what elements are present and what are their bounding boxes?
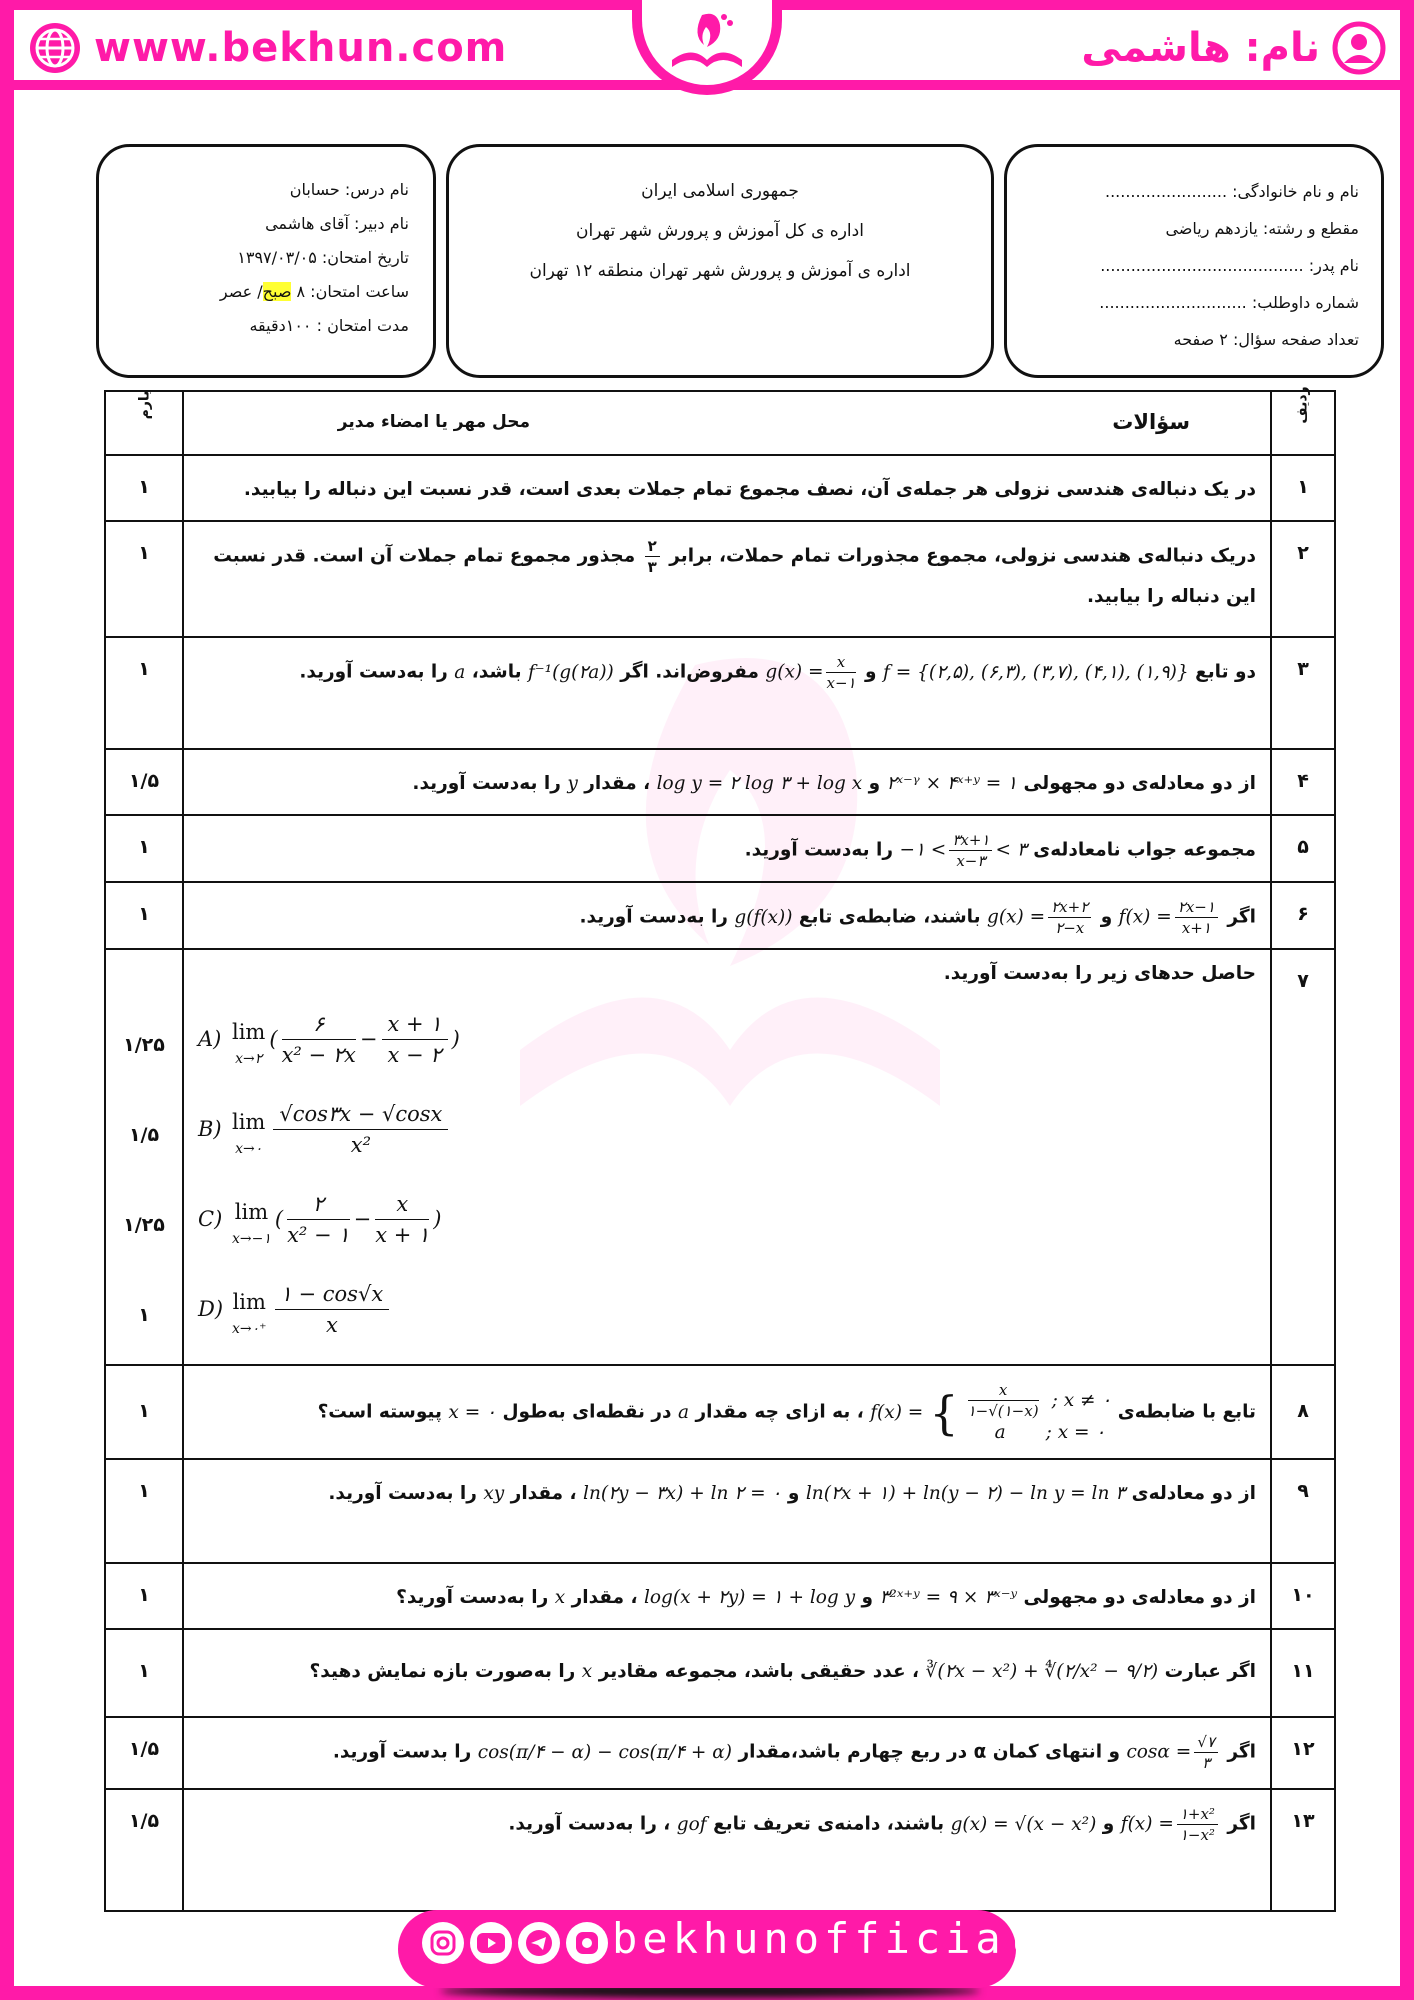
numerator: √۷ <box>1194 1732 1218 1753</box>
question-row-5 <box>105 815 1335 882</box>
limit-score: ۱/۲۵ <box>123 1214 165 1236</box>
math-eq: ۳²ˣ⁺ʸ = ۹ × ۳ˣ⁻ʸ <box>879 1587 1018 1608</box>
cos-label: cosα = <box>1126 1741 1192 1763</box>
limit-subscript: x→۲ <box>235 1051 263 1067</box>
teacher-name: نام دبیر: آقای هاشمی <box>265 214 409 233</box>
text-part: را به‌دست آورید. <box>328 1483 477 1504</box>
limit-score: ۱ <box>138 1304 150 1326</box>
math-g: g(x) = √(x − x²) <box>950 1813 1097 1835</box>
text-part: باشند، ضابطه‌ی تابع <box>798 906 981 928</box>
text-part: را به‌صورت بازه نمایش دهید؟ <box>309 1661 576 1682</box>
fraction <box>1177 1804 1218 1845</box>
question-row-6 <box>105 882 1335 949</box>
text-part: مفروض‌اند. اگر <box>620 661 759 683</box>
text-part: و <box>865 661 877 683</box>
question-text <box>183 1629 1271 1717</box>
question-text <box>183 815 1271 882</box>
numerator: √cos۳x − √cosx <box>273 1099 448 1130</box>
numerator: ۳x+۱ <box>949 830 992 851</box>
math-cos <box>1126 1732 1221 1773</box>
score: ۱ <box>105 1459 183 1563</box>
denominator: x <box>325 1312 338 1337</box>
question-row-9 <box>105 1459 1335 1563</box>
text-part: حاصل حدهای زیر را به‌دست آورید. <box>943 963 1256 984</box>
time-highlight: صبح <box>262 282 292 301</box>
col-questions-header <box>183 391 1271 455</box>
math-eq: ln(۲x + ۱) + ln(y − ۲) − ln y = ln ۳ <box>805 1483 1126 1504</box>
footer-handle[interactable]: bekhunofficial <box>612 1914 1037 1963</box>
exam-duration: مدت امتحان : ۱۰۰دقیقه <box>249 316 409 335</box>
text-part: اگر عبارت <box>1164 1661 1256 1682</box>
text-part: و انتهای کمان α در ربع چهارم باشد،مقدار <box>738 1741 1120 1763</box>
limit-subscript: x→۰ <box>235 1141 263 1157</box>
social-icons <box>422 1922 608 1964</box>
denominator: x−۱ <box>826 674 856 692</box>
limit-score: ۱/۲۵ <box>123 1034 165 1056</box>
piecewise-function: f(x) = { $\frac{x}{۱-√(۱-x)}$ ; x ≠ ۰ a ; x = ۰ <box>870 1381 1112 1443</box>
row-number: ۷ <box>1271 949 1335 1365</box>
text-part: ، را به‌دست آورید. <box>508 1813 671 1835</box>
g-label: g(x) = <box>765 661 824 683</box>
table-header <box>105 391 1335 455</box>
numerator: x + ۱ <box>382 1009 448 1040</box>
row-number: ۴ <box>1271 749 1335 815</box>
numerator: x <box>375 1189 429 1220</box>
math-var: a <box>678 1401 690 1423</box>
paren-close: ) <box>433 1207 442 1231</box>
math-point: x = ۰ <box>448 1401 497 1423</box>
limit-operator: lim x→۲ <box>232 1020 266 1067</box>
math-expr: f⁻¹(g(۲a)) <box>528 661 614 683</box>
question-row-4 <box>105 749 1335 815</box>
text-part: مجموعه جواب نامعادله‌ی <box>1033 839 1256 861</box>
question-text <box>183 749 1271 815</box>
paren-close: ) <box>451 1027 460 1051</box>
row-number: ۱۳ <box>1271 1789 1335 1911</box>
fraction <box>375 1189 429 1250</box>
col-questions-label: سؤالات <box>1112 410 1190 434</box>
text-part: باشد، <box>471 661 522 683</box>
text-part: را به‌دست آورید. <box>299 661 448 683</box>
row-number: ۵ <box>1271 815 1335 882</box>
question-row-1 <box>105 455 1335 521</box>
text-part: از دو معادله‌ی <box>1131 1483 1256 1504</box>
paren-open: ( <box>274 1207 284 1231</box>
text-part: از دو معادله‌ی دو مجهولی <box>1023 1587 1256 1608</box>
math-expr: ∛(۲x − x²) + ∜(۲/x² − ۹/۲) <box>925 1661 1159 1682</box>
time-prefix: ساعت امتحان: ۸ <box>291 282 409 301</box>
row-number: ۶ <box>1271 882 1335 949</box>
org-line-2: اداره ی کل آموزش و پرورش شهر تهران <box>576 221 864 241</box>
question-row-11 <box>105 1629 1335 1717</box>
score: ۱/۵ <box>105 749 183 815</box>
math-expr: g(f(x)) <box>734 906 793 928</box>
ineq-left: −۱ < <box>899 839 947 861</box>
text-part: باشند، دامنه‌ی تعریف تابع <box>713 1813 945 1835</box>
math-expr: cos(π/۴ − α) − cos(π/۴ + α) <box>477 1741 733 1763</box>
student-father: نام پدر: ........................................ <box>1100 256 1359 275</box>
telegram-icon[interactable] <box>518 1922 560 1964</box>
limit-label: C) <box>198 1207 223 1231</box>
limit-label: B) <box>198 1117 222 1141</box>
math-var: xy <box>483 1483 505 1504</box>
exam-info-box <box>96 144 436 378</box>
camera-icon[interactable] <box>566 1922 608 1964</box>
site-url: www.bekhun.com <box>94 25 508 71</box>
text-part: دو تابع <box>1195 661 1256 683</box>
denominator: x² − ۲x <box>281 1042 356 1067</box>
fraction <box>382 1009 448 1070</box>
case-value: a <box>994 1422 1006 1443</box>
limit-operator: lim x→−۱ <box>232 1200 271 1247</box>
math-eq: log y = ۲ log ۳ + log x <box>656 773 863 794</box>
denominator: ۳ <box>647 558 657 576</box>
text-part: و <box>787 1483 800 1504</box>
denominator: ۳ <box>1202 1754 1211 1772</box>
exam-date: تاریخ امتحان: ۱۳۹۷/۰۳/۰۵ <box>237 248 409 267</box>
score: ۱/۵ <box>105 1717 183 1789</box>
numerator: x <box>968 1380 1039 1401</box>
denominator: ۲−x <box>1055 919 1085 937</box>
course-name: نام درس: حسابان <box>289 180 409 199</box>
g-label: g(x) = <box>987 906 1046 928</box>
score: ۱ <box>105 637 183 749</box>
limit-part <box>198 1264 1256 1354</box>
score: ۱/۵ <box>105 1789 183 1911</box>
question-text <box>183 1365 1271 1459</box>
math-eq: log(x + ۲y) = ۱ + log y <box>643 1587 856 1608</box>
page-count: تعداد صفحه سؤال: ۲ صفحه <box>1173 330 1359 349</box>
text-part: و <box>861 1587 874 1608</box>
math-f <box>1121 1804 1221 1845</box>
denominator: ۱−x² <box>1179 1826 1215 1844</box>
col-row-label: ردیف <box>1295 386 1311 424</box>
question-row-8 <box>105 1365 1335 1459</box>
question-row-2 <box>105 521 1335 637</box>
site-link[interactable] <box>28 18 507 78</box>
denominator: ۱−√(۱−x) <box>967 1402 1039 1420</box>
limit-subscript: x→۰⁺ <box>232 1321 267 1337</box>
numerator: ۲ <box>645 536 660 557</box>
math-var: y <box>567 773 578 794</box>
question-text <box>183 637 1271 749</box>
question-text <box>183 949 1271 1365</box>
row-number: ۲ <box>1271 521 1335 637</box>
instagram-icon[interactable] <box>422 1922 464 1964</box>
text-part: ، مقدار <box>510 1483 577 1504</box>
col-row-header <box>1271 386 1335 455</box>
denominator: x + ۱ <box>375 1222 430 1247</box>
question-text <box>183 1459 1271 1563</box>
numerator: ۲x+۲ <box>1048 897 1091 918</box>
limit-list <box>198 994 1256 1354</box>
text-part: و <box>1100 906 1113 928</box>
numerator: ۱ − cos√x <box>275 1279 390 1310</box>
text-part: را بدست آورید. <box>332 1741 472 1763</box>
numerator: x <box>826 652 855 673</box>
math-eq: ln(۲y − ۳x) + ln ۲ = ۰ <box>583 1483 782 1504</box>
text-part: در نقطه‌ای به‌طول <box>502 1401 672 1423</box>
score: ۱ <box>105 1365 183 1459</box>
row-number: ۱۲ <box>1271 1717 1335 1789</box>
row-number: ۳ <box>1271 637 1335 749</box>
text-part: ، عدد حقیقی باشد، مجموعه مقادیر <box>598 1661 920 1682</box>
text-part: و <box>868 773 881 794</box>
fraction <box>826 652 855 693</box>
student-fullname: نام و نام خانوادگی: ........................ <box>1105 182 1359 201</box>
organization-box <box>446 144 994 378</box>
youtube-icon[interactable] <box>470 1922 512 1964</box>
score-column <box>105 949 183 1365</box>
org-line-3: اداره ی آموزش و پرورش شهر تهران منطقه ۱۲ تهران <box>529 261 911 281</box>
limit-part <box>198 1174 1256 1264</box>
f-label: f(x) = <box>1118 906 1172 928</box>
text-part: اگر <box>1227 1741 1256 1763</box>
question-row-3 <box>105 637 1335 749</box>
question-text: در یک دنباله‌ی هندسی نزولی هر جمله‌ی آن، نصف مجموع تمام جملات بعدی است، قدر نسبت این دنباله را بیابید. <box>183 455 1271 521</box>
globe-icon <box>28 21 82 75</box>
fraction <box>645 536 660 577</box>
numerator: ۱+x² <box>1177 1804 1218 1825</box>
fraction <box>949 830 992 871</box>
student-name <box>1081 18 1386 78</box>
denominator: x+۱ <box>1181 919 1211 937</box>
text-part: دریک دنباله‌ی هندسی نزولی، مجموع مجذورات تمام حملات، برابر <box>669 545 1256 567</box>
text-part: پیوسته است؟ <box>317 1401 442 1423</box>
student-grade: مقطع و رشته: یازدهم ریاضی <box>1165 219 1359 238</box>
operator: − <box>359 1027 378 1051</box>
math-f <box>1119 897 1221 938</box>
question-text <box>183 1789 1271 1911</box>
score: ۱ <box>105 815 183 882</box>
row-number: ۱۱ <box>1271 1629 1335 1717</box>
questions-table <box>104 386 1336 1912</box>
student-number: شماره داوطلب: ............................. <box>1099 293 1359 312</box>
text-part: و <box>1102 1813 1115 1835</box>
row-number: ۱ <box>1271 455 1335 521</box>
ineq-right: < ۳ <box>995 839 1027 861</box>
denominator: x² <box>350 1132 372 1157</box>
math-set: f = {(۲,۵), (۶,۳), (۳,۷), (۴,۱), (۱,۹)} <box>882 661 1189 683</box>
math-var: x <box>554 1587 566 1608</box>
limit-part <box>198 994 1256 1084</box>
text-part: ، به ازای چه مقدار <box>695 1401 864 1423</box>
text-part: از دو معادله‌ی دو مجهولی <box>1023 773 1256 794</box>
score: ۱ <box>105 1563 183 1629</box>
row-number: ۹ <box>1271 1459 1335 1563</box>
question-text <box>183 1717 1271 1789</box>
text-part: را به‌دست آورید. <box>744 839 894 861</box>
text-part: اگر <box>1227 1813 1256 1835</box>
text-part: را به‌دست آورید. <box>412 773 561 794</box>
denominator: x² − ۱ <box>287 1222 350 1247</box>
time-suffix: / عصر <box>219 282 263 301</box>
denominator: x−۳ <box>956 852 986 870</box>
case-condition: ; x ≠ ۰ <box>1051 1389 1112 1411</box>
math-var: x <box>581 1661 593 1682</box>
question-row-7 <box>105 949 1335 1365</box>
limit-label: A) <box>198 1027 222 1051</box>
question-text <box>183 882 1271 949</box>
fraction <box>287 1189 350 1250</box>
fraction <box>1048 897 1091 938</box>
question-row-10 <box>105 1563 1335 1629</box>
f-label: f(x) = <box>1120 1813 1174 1835</box>
book-logo-icon <box>662 5 752 80</box>
denominator: x − ۲ <box>387 1042 442 1067</box>
math-eq: ۲ˣ⁻ᵞ × ۴ˣ⁺ʸ = ۱ <box>886 773 1018 794</box>
exam-time <box>109 275 409 309</box>
text-part: ، مقدار <box>571 1587 638 1608</box>
name-label: نام: هاشمی <box>1081 25 1320 71</box>
limit-subscript: x→−۱ <box>232 1231 271 1247</box>
fraction <box>1175 897 1218 938</box>
math-g <box>987 897 1094 938</box>
f-label: f(x) = <box>870 1401 924 1423</box>
question-row-12 <box>105 1717 1335 1789</box>
col-score-label: بارم <box>136 390 152 420</box>
score: ۱ <box>105 455 183 521</box>
paren-open: ( <box>269 1027 278 1051</box>
score: ۱ <box>105 882 183 949</box>
text-part: مجذور مجموع تمام جملات آن است. قدر نسبت این دنباله را بیابید. <box>213 545 1256 607</box>
limit-part <box>198 1084 1256 1174</box>
text-part: تابع با ضابطه‌ی <box>1117 1401 1256 1423</box>
question-text <box>183 1563 1271 1629</box>
case-condition: ; x = ۰ <box>1045 1422 1106 1443</box>
question-row-13 <box>105 1789 1335 1911</box>
math-expr: gof <box>676 1813 707 1835</box>
numerator: ۲ <box>287 1189 350 1220</box>
row-number: ۱۰ <box>1271 1563 1335 1629</box>
fraction <box>1194 1732 1218 1773</box>
col-stamp-label: محل مهر یا امضاء مدیر <box>337 412 530 432</box>
limit-scores <box>106 1000 182 1360</box>
operator: − <box>353 1207 372 1231</box>
col-score-header <box>105 391 183 455</box>
text-part: ، مقدار <box>584 773 651 794</box>
student-info-box <box>1004 144 1384 378</box>
text-part: را به‌دست آورید. <box>579 906 728 928</box>
fraction <box>275 1279 390 1340</box>
math-var: a <box>454 661 466 683</box>
limit-label: D) <box>198 1297 224 1321</box>
math-g <box>765 652 858 693</box>
score: ۱ <box>105 1629 183 1717</box>
org-line-1: جمهوری اسلامی ایران <box>641 181 799 201</box>
row-number: ۸ <box>1271 1365 1335 1459</box>
fraction <box>273 1099 448 1160</box>
text-part: را به‌دست آورید؟ <box>396 1587 549 1608</box>
math-ineq <box>899 830 1026 871</box>
fraction <box>282 1009 356 1070</box>
text-part: اگر <box>1227 906 1256 928</box>
limit-operator: lim x→۰⁺ <box>232 1290 267 1337</box>
limit-score: ۱/۵ <box>128 1124 160 1146</box>
limit-operator: lim x→۰ <box>232 1110 266 1157</box>
numerator: ۲x−۱ <box>1175 897 1218 918</box>
user-icon <box>1332 21 1386 75</box>
numerator: ۶ <box>282 1009 356 1040</box>
question-text <box>183 521 1271 637</box>
score: ۱ <box>105 521 183 637</box>
fraction <box>968 1380 1039 1421</box>
